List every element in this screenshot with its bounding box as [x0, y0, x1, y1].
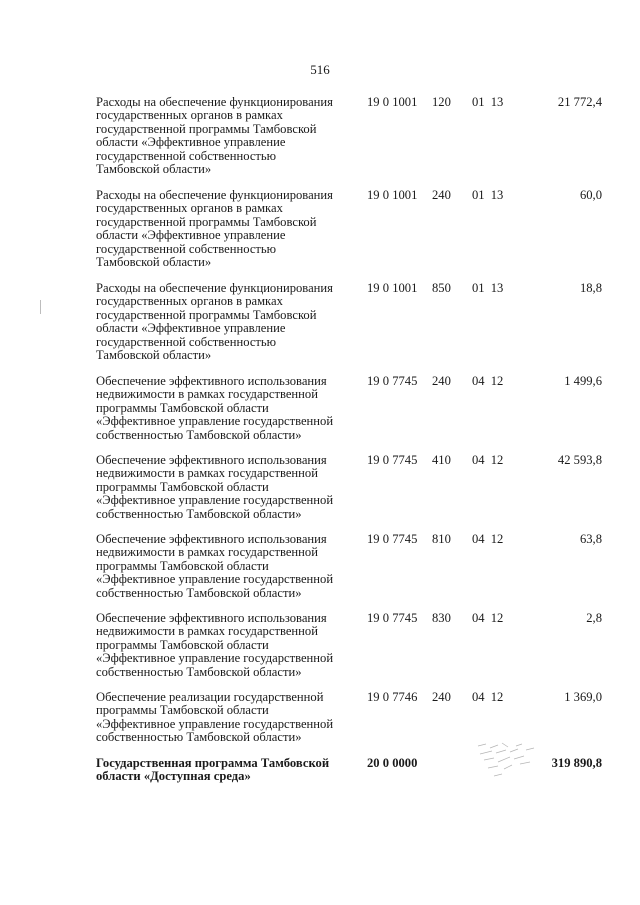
expense-type-code: 850 [432, 281, 451, 295]
table-row [0, 189, 640, 282]
description-line: Расходы на обеспечение функционирования [96, 188, 333, 202]
description-line: программы Тамбовской области [96, 558, 269, 573]
description-line: Расходы на обеспечение функционирования [96, 281, 333, 295]
description-line: недвижимости в рамках государственной [96, 624, 318, 639]
description-line: Расходы на обеспечение функционирования [96, 95, 333, 109]
description-line: «Эффективное управление государственной [96, 716, 334, 731]
description-line: Обеспечение эффективного использования [96, 453, 327, 467]
table-row [0, 375, 640, 454]
expense-type-code: 410 [432, 453, 451, 467]
amount-value: 18,8 [579, 281, 602, 295]
expense-type-code: 240 [432, 374, 451, 388]
description-line: области «Эффективное управление [96, 228, 286, 243]
description-line: Обеспечение эффективного использования [96, 374, 327, 388]
target-article-code: 19 0 7745 [367, 374, 418, 388]
row-description [96, 612, 358, 679]
amount-value: 42 593,8 [557, 453, 602, 467]
description-line: государственной программы Тамбовской [96, 121, 317, 136]
description-line: Тамбовской области» [96, 162, 212, 177]
description-line: «Эффективное управление государственной [96, 414, 334, 429]
expense-type-code: 240 [432, 188, 451, 202]
description-line: «Эффективное управление государственной [96, 651, 334, 666]
amount-value: 319 890,8 [551, 756, 602, 770]
description-line: собственностью Тамбовской области» [96, 664, 302, 679]
description-line: собственностью Тамбовской области» [96, 427, 302, 442]
amount-value: 60,0 [579, 188, 602, 202]
row-description [96, 282, 358, 362]
section-subsection-code: 01 13 [472, 95, 504, 109]
description-line: Обеспечение эффективного использования [96, 611, 327, 625]
row-description [96, 375, 358, 442]
section-subsection-code: 01 13 [472, 281, 504, 295]
amount-value: 2,8 [586, 611, 602, 625]
description-line: программы Тамбовской области [96, 400, 269, 415]
target-article-code: 19 0 1001 [367, 281, 418, 295]
section-subsection-code: 04 12 [472, 690, 504, 704]
description-line: недвижимости в рамках государственной [96, 545, 318, 560]
target-article-code: 19 0 7745 [367, 532, 418, 546]
target-article-code: 19 0 1001 [367, 188, 418, 202]
expense-type-code: 830 [432, 611, 451, 625]
description-line: государственной собственностью [96, 334, 277, 349]
description-line: государственных органов в рамках [96, 294, 283, 309]
page-number: 516 [310, 62, 330, 77]
section-subsection-code: 01 13 [472, 188, 504, 202]
scan-noise-stamp [472, 738, 542, 784]
description-line: Обеспечение эффективного использования [96, 532, 327, 546]
description-line: Тамбовской области» [96, 348, 212, 363]
amount-value: 1 369,0 [564, 690, 602, 704]
description-line: собственностью Тамбовской области» [96, 730, 302, 745]
description-line: «Эффективное управление государственной [96, 572, 334, 587]
table-row [0, 454, 640, 533]
amount-value: 63,8 [579, 532, 602, 546]
description-line: Государственная программа Тамбовской [96, 756, 330, 770]
description-line: государственной собственностью [96, 241, 277, 256]
target-article-code: 19 0 7746 [367, 690, 418, 704]
table-row [0, 96, 640, 189]
expense-type-code: 240 [432, 690, 451, 704]
table-row [0, 691, 640, 757]
description-line: государственной программы Тамбовской [96, 307, 317, 322]
target-article-code: 19 0 1001 [367, 95, 418, 109]
description-line: собственностью Тамбовской области» [96, 506, 302, 521]
description-line: недвижимости в рамках государственной [96, 387, 318, 402]
table-row [0, 612, 640, 691]
description-line: государственной программы Тамбовской [96, 214, 317, 229]
description-line: Тамбовской области» [96, 255, 212, 270]
section-subsection-code: 04 12 [472, 453, 504, 467]
row-description [96, 96, 358, 176]
budget-table [0, 96, 640, 797]
description-line: области «Эффективное управление [96, 135, 286, 150]
expense-type-code: 810 [432, 532, 451, 546]
row-description [96, 189, 358, 269]
description-line: государственных органов в рамках [96, 201, 283, 216]
row-description [96, 454, 358, 521]
row-description [96, 533, 358, 600]
description-line: программы Тамбовской области [96, 703, 269, 718]
description-line: области «Доступная среда» [96, 769, 251, 784]
description-line: программы Тамбовской области [96, 637, 269, 652]
description-line: государственной собственностью [96, 148, 277, 163]
description-line: государственных органов в рамках [96, 108, 283, 123]
description-line: недвижимости в рамках государственной [96, 466, 318, 481]
description-line: программы Тамбовской области [96, 479, 269, 494]
target-article-code: 19 0 7745 [367, 453, 418, 467]
target-article-code: 19 0 7745 [367, 611, 418, 625]
row-description [96, 757, 358, 784]
table-row-program-total [0, 757, 640, 797]
description-line: области «Эффективное управление [96, 321, 286, 336]
amount-value: 1 499,6 [564, 374, 602, 388]
description-line: собственностью Тамбовской области» [96, 585, 302, 600]
description-line: Обеспечение реализации государственной [96, 690, 324, 704]
section-subsection-code: 04 12 [472, 374, 504, 388]
target-article-code: 20 0 0000 [367, 756, 418, 770]
table-row [0, 282, 640, 375]
table-row [0, 533, 640, 612]
description-line: «Эффективное управление государственной [96, 493, 334, 508]
row-description [96, 691, 358, 745]
amount-value: 21 772,4 [557, 95, 602, 109]
section-subsection-code: 04 12 [472, 532, 504, 546]
section-subsection-code: 04 12 [472, 611, 504, 625]
expense-type-code: 120 [432, 95, 451, 109]
